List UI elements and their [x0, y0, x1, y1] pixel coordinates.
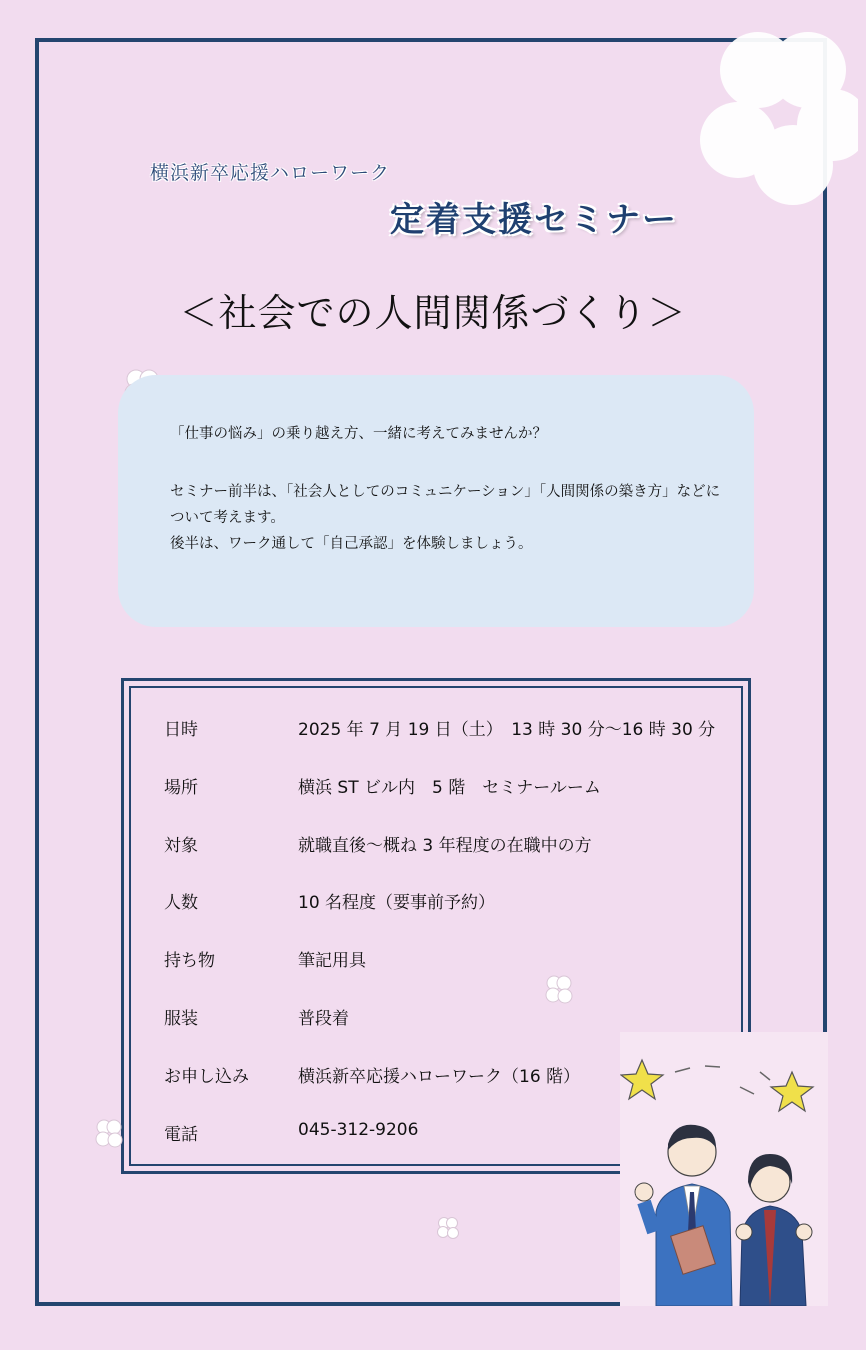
detail-value: 10 名程度（要事前予約）: [298, 893, 496, 913]
detail-label: 場所: [164, 778, 198, 798]
detail-value: 横浜 ST ビル内 5 階 セミナールーム: [298, 778, 601, 798]
intro-line: セミナー前半は、「社会人としてのコミュニケーション」「人間関係の築き方」などに: [170, 484, 721, 500]
star-icon: [621, 1060, 663, 1099]
intro-line: 後半は、ワーク通して「自己承認」を体験しましょう。: [170, 536, 533, 552]
star-icon: [771, 1072, 813, 1111]
detail-value: 045-312-9206: [298, 1120, 419, 1140]
detail-label: 電話: [164, 1125, 198, 1145]
intro-line: 「仕事の悩み」の乗り越え方、一緒に考えてみませんか？: [170, 426, 547, 442]
detail-label: 日時: [164, 720, 198, 740]
detail-value: 就職直後～概ね 3 年程度の在職中の方: [298, 836, 592, 856]
detail-value: 筆記用具: [298, 951, 366, 971]
clover-icon: [698, 15, 858, 215]
clover-icon: [541, 972, 577, 1008]
detail-value: 横浜新卒応援ハローワーク（16 階）: [298, 1067, 581, 1087]
detail-label: 服装: [164, 1009, 198, 1029]
detail-label: 人数: [164, 893, 198, 913]
organization-name: 横浜新卒応援ハローワーク: [150, 162, 391, 184]
seminar-title: 定着支援セミナー: [390, 200, 678, 240]
clover-icon: [434, 1214, 462, 1242]
seminar-subtitle: ＜社会での人間関係づくり＞: [179, 291, 687, 335]
intro-line: ついて考えます。: [170, 510, 285, 526]
clover-icon: [91, 1116, 127, 1152]
detail-label: 対象: [164, 836, 198, 856]
detail-value: 普段着: [298, 1009, 349, 1029]
detail-label: 持ち物: [164, 951, 215, 971]
illustration-people: [620, 1032, 828, 1306]
detail-label: お申し込み: [164, 1067, 249, 1087]
intro-box: [118, 375, 754, 627]
detail-value: 2025 年 7 月 19 日（土） 13 時 30 分～16 時 30 分: [298, 720, 716, 740]
